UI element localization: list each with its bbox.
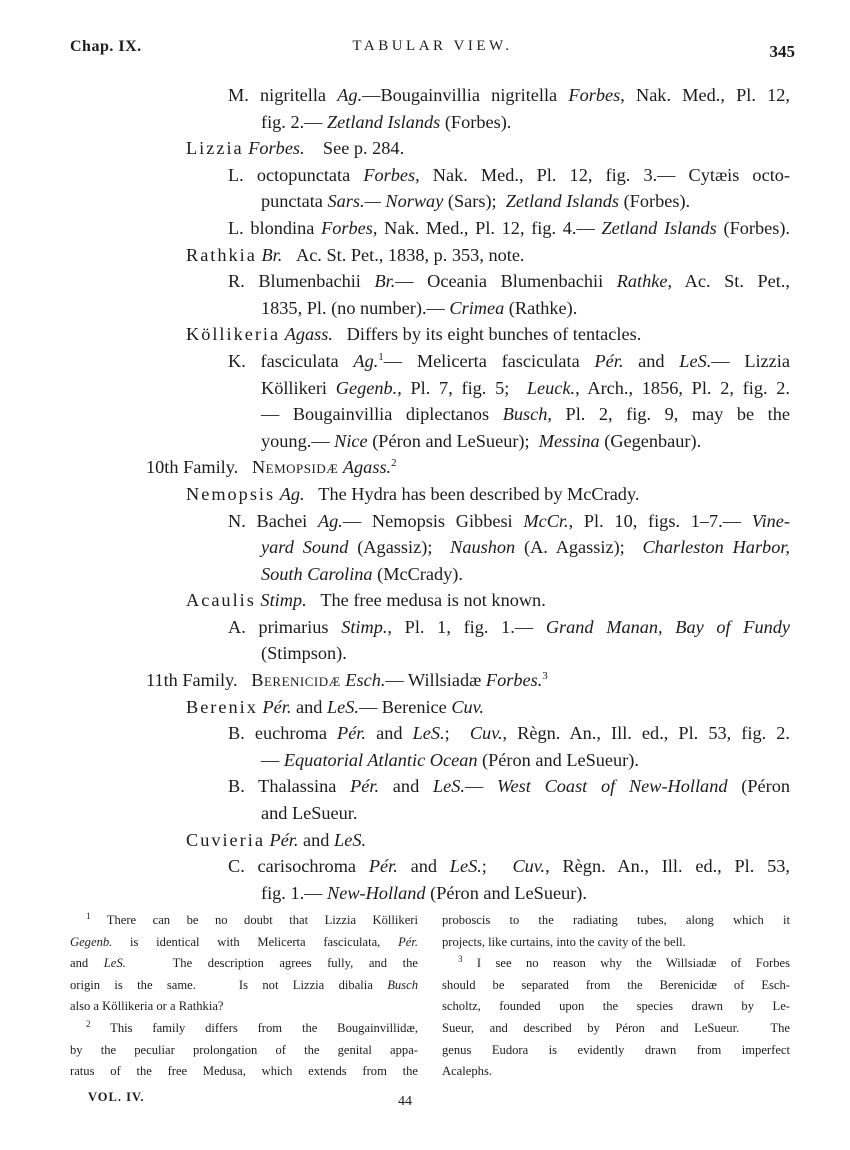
- footnote-line: proboscis to the radiating tubes, along which it: [442, 913, 790, 927]
- taxonomy-listing: [70, 82, 790, 906]
- body-line: Lizzia Forbes. See p. 284.: [186, 138, 405, 159]
- footnote-line: projects, like curtains, into the cavity of the bell.: [442, 934, 686, 949]
- body-line: Nemopsis Ag. The Hydra has been described by McCrady.: [186, 483, 640, 504]
- body-line: fig. 2.— Zetland Islands (Forbes).: [261, 111, 512, 132]
- footnote-line: and LeS. The description agrees fully, and the: [70, 956, 418, 971]
- body-line: young.— Nice (Péron and LeSueur); Messina (Gegenbaur).: [261, 430, 702, 451]
- body-line: C. carisochroma Pér. and LeS.; Cuv., Règn. An., Ill. ed., Pl. 53,: [228, 856, 790, 877]
- running-title: TABULAR VIEW.: [352, 38, 513, 54]
- page-number: 345: [769, 42, 795, 61]
- footnote-line: by the peculiar prolongation of the genital appa-: [70, 1042, 418, 1057]
- footnote-line: scholtz, founded upon the species drawn by Le-: [442, 999, 790, 1014]
- body-line: 10th Family. Nemopsidæ Agass.$^2$: [146, 457, 397, 478]
- footnote-line: ratus of the free Medusa, which extends from the: [70, 1064, 418, 1079]
- body-line: L. octopunctata Forbes, Nak. Med., Pl. 12, fig. 3.— Cytæis octo-: [228, 164, 790, 185]
- body-line: Rathkia Br. Ac. St. Pet., 1838, p. 353, note.: [186, 244, 525, 265]
- footnotes-left-column: [70, 910, 418, 1083]
- volume-label: VOL. IV.: [88, 1090, 145, 1104]
- footnote-line: $^3$ I see no reason why the Willsiadæ of Forbes: [458, 954, 790, 971]
- body-line: M. nigritella Ag.—Bougainvillia nigritella Forbes, Nak. Med., Pl. 12,: [228, 85, 791, 105]
- running-head: [70, 34, 795, 64]
- body-line: Acaulis Stimp. The free medusa is not known.: [186, 590, 546, 611]
- footnote-line: also a Köllikeria or a Rathkia?: [70, 999, 224, 1014]
- body-line: yard Sound (Agassiz); Naushon (A. Agassiz); Charleston Harbor,: [261, 537, 790, 558]
- body-line: — Bougainvillia diplectanos Busch, Pl. 2, fig. 9, may be the: [261, 404, 790, 425]
- footnote-line: Sueur, and described by Péron and LeSueur. The: [442, 1020, 790, 1035]
- body-line: R. Blumenbachii Br.— Oceania Blumenbachii Rathke, Ac. St. Pet.,: [228, 271, 790, 292]
- body-line: Berenix Pér. and LeS.— Berenice Cuv.: [186, 696, 485, 717]
- footnotes-right-column: [442, 910, 790, 1083]
- body-line: Köllikeri Gegenb., Pl. 7, fig. 5; Leuck., Arch., 1856, Pl. 2, fig. 2.: [261, 377, 790, 398]
- body-line: — Equatorial Atlantic Ocean (Péron and LeSueur).: [261, 749, 639, 770]
- body-line: 1835, Pl. (no number).— Crimea (Rathke).: [261, 297, 578, 318]
- body-line: fig. 1.— New-Holland (Péron and LeSueur).: [261, 882, 587, 903]
- body-line: B. Thalassina Pér. and LeS.— West Coast of New-Holland (Péron: [228, 776, 790, 797]
- footnote-line: origin is the same. Is not Lizzia dibalia Busch: [70, 977, 418, 992]
- body-line: 11th Family. Berenicidæ Esch.— Willsiadæ Forbes.$^3$: [146, 670, 548, 691]
- footnote-line: $^1$ There can be no doubt that Lizzia Köllikeri: [86, 911, 418, 927]
- footnote-line: Acalephs.: [442, 1064, 493, 1079]
- body-line: A. primarius Stimp., Pl. 1, fig. 1.— Grand Manan, Bay of Fundy: [228, 616, 790, 637]
- body-line: Cuvieria Pér. and LeS.: [186, 829, 367, 850]
- body-line: (Stimpson).: [261, 643, 347, 664]
- body-line: L. blondina Forbes, Nak. Med., Pl. 12, fig. 4.— Zetland Islands (Forbes).: [228, 217, 791, 238]
- body-line: Köllikeria Agass. Differs by its eight bunches of tentacles.: [186, 324, 642, 345]
- signature-mark: 44: [398, 1094, 412, 1109]
- footnote-line: Gegenb. is identical with Melicerta fasciculata, Pér.: [70, 934, 418, 949]
- body-line: and LeSueur.: [261, 803, 358, 824]
- body-line: punctata Sars.— Norway (Sars); Zetland Islands (Forbes).: [261, 191, 691, 212]
- body-line: South Carolina (McCrady).: [261, 563, 463, 584]
- body-line: B. euchroma Pér. and LeS.; Cuv., Règn. An., Ill. ed., Pl. 53, fig. 2.: [228, 723, 790, 744]
- footnote-line: $^2$ This family differs from the Bougainvillidæ,: [86, 1018, 418, 1035]
- body-line: N. Bachei Ag.— Nemopsis Gibbesi McCr., Pl. 10, figs. 1–7.— Vine-: [228, 510, 790, 531]
- body-line: K. fasciculata Ag.$^1$— Melicerta fasciculata Pér. and LeS.— Lizzia: [228, 350, 790, 371]
- footnote-line: genus Eudora is evidently drawn from imperfect: [442, 1042, 790, 1057]
- chapter-label: Chap. IX.: [70, 38, 142, 55]
- footnote-line: should be separated from the Berenicidæ of Esch-: [442, 977, 790, 992]
